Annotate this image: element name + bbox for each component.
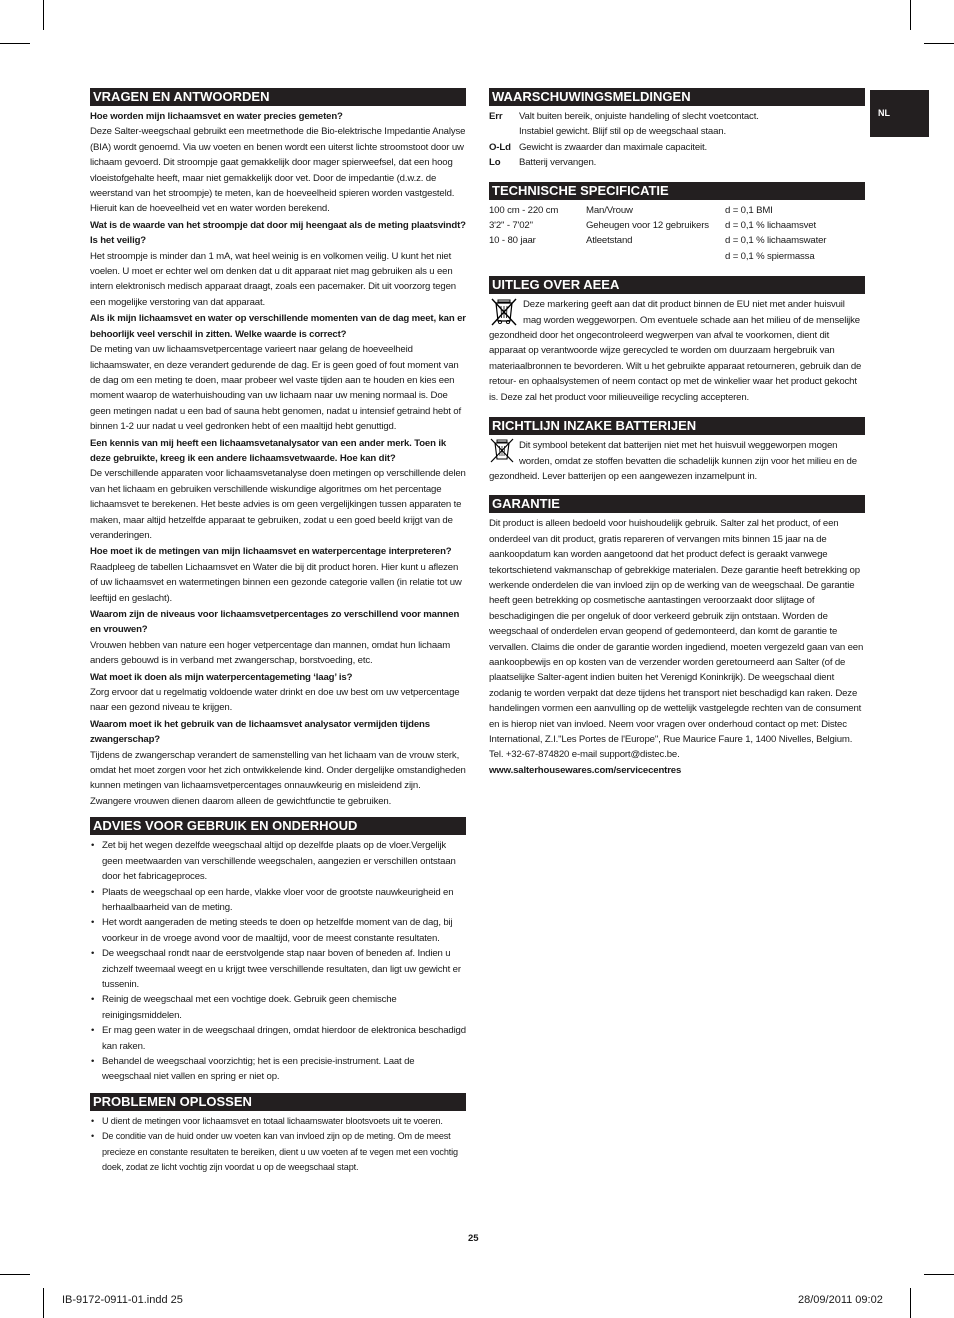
warnings-header: WAARSCHUWINGSMELDINGEN: [489, 88, 865, 106]
spec-cell: 100 cm - 220 cm: [489, 204, 559, 216]
spec-cell: Atleetstand: [586, 235, 633, 247]
spec-cell: d = 0,1 % lichaamsvet: [725, 220, 816, 232]
qa-answer: Het stroompje is minder dan 1 mA, wat heel weinig is en volkomen veilig. U kunt het niet voelen. U moet er echter wel om denken dat u dit apparaat niet mag gebruiken als u een intern elektronisch medisch apparaat draagt, zoals een pacemaker. Dit uit voorzorg tegen een mogelijke verstoring van dat apparaat.: [90, 250, 456, 308]
crop-mark: [924, 1274, 954, 1275]
warning-text: Valt buiten bereik, onjuiste handeling of slecht voetcontact.: [519, 111, 759, 122]
battery-text: Dit symbool betekent dat batterijen niet met het huisvuil weggeworpen mogen worden, omdat ze stoffen bevatten die schadelijk kunnen zijn voor het milieu en de gezondheid. Lever batterijen op een aangewezen inzamelpunt in.: [489, 440, 857, 482]
warranty-header: GARANTIE: [489, 495, 865, 513]
list-item: • Behandel de weegschaal voorzichtig; het is een precisie-instrument. Laat de weegschaal niet vallen en spring er niet op.: [90, 1054, 466, 1085]
spec-cell: 3'2" - 7'02": [489, 220, 533, 232]
qa-question: Wat is de waarde van het stroompje dat door mij heengaat als de meting plaatsvindt? Is het veilig?: [90, 219, 466, 247]
battery-header: RICHTLIJN INZAKE BATTERIJEN: [489, 417, 865, 435]
qa-answer-note: Zwangere vrouwen dienen daarom alleen de gewichtfunctie te gebruiken.: [90, 795, 392, 807]
warning-code: O-Ld: [489, 141, 511, 153]
list-item: • De conditie van de huid onder uw voeten kan van invloed zijn op de meting. Om de meest precieze en constante resultaten te bereiken, dient u uw voeten af te vegen met een vochtig doek, zodat ze licht vochtig zijn voordat u op de weegschaal stapt.: [90, 1129, 466, 1175]
qa-answer: Deze Salter-weegschaal gebruikt een meetmethode die Bio-elektrische Impedantie Analyse (BIA) wordt genoemd. Via uw voeten en benen wordt een uiterst lichte stroomstoot door uw lichaam gevoerd. Dit stroompje gaat gemakkelijk door mager spierweefsel, dat een hoog vloeistofgehalte heeft, maar niet gemakkelijk door vet. Door de impedantie (d.w.z. de weerstand van het stroompje) te meten, kan de hoeveelheid spieren worden vastgesteld. Hieruit kan de hoeveelheid vet en water worden berekend.: [90, 126, 466, 215]
spec-cell: d = 0,1 BMI: [725, 204, 773, 216]
qa-question: Waarom zijn de niveaus voor lichaamsvetpercentages zo verschillend voor mannen en vrouwen?: [90, 609, 460, 636]
battery-block: [489, 438, 865, 484]
footer-file: IB-9172-0911-01.indd 25: [62, 1294, 183, 1306]
warning-row: [489, 109, 865, 140]
spec-cell: d = 0,1 % spiermassa: [725, 250, 815, 262]
service-url-link[interactable]: www.salterhousewares.com/servicecentres: [489, 764, 682, 776]
list-item: • Zet bij het wegen dezelfde weegschaal altijd op dezelfde plaats op de vloer.Vergelijk geen meetwaarden van verschillende weegschalen, aangezien er verschillen ontstaan door het fabricageproces.: [90, 838, 466, 884]
crop-mark: [0, 43, 30, 44]
weee-block: [489, 297, 865, 405]
spec-row: [489, 249, 865, 264]
qa-answer: Vrouwen hebben van nature een hoger vetpercentage dan mannen, omdat hun lichaam anders gebouwd is in verband met zwangerschap, borstvoeding, etc.: [90, 639, 451, 667]
qa-question: Als ik mijn lichaamsvet en water op verschillende momenten van de dag meet, kan er behoorlijk veel verschil in zitten. Welke waarde is correct?: [90, 313, 466, 340]
language-tab: NL: [870, 90, 929, 137]
warning-row: [489, 140, 865, 155]
warning-text: Gewicht is zwaarder dan maximale capaciteit.: [519, 141, 708, 153]
qa-question: Hoe moet ik de metingen van mijn lichaamsvet en waterpercentage interpreteren?: [90, 546, 452, 558]
list-item: • Er mag geen water in de weegschaal dringen, omdat hierdoor de elektronica beschadigd kan raken.: [90, 1023, 466, 1054]
crossed-bin-icon: [489, 438, 515, 464]
list-item: • U dient de metingen voor lichaamsvet en totaal lichaamswater blootsvoets uit te voeren.: [90, 1114, 466, 1129]
qa-answer: Raadpleeg de tabellen Lichaamsvet en Water die bij dit product horen. Hier kunt u aflezen of uw lichaamsvet en watermetingen binnen een gezonde categorie vallen (in relatie tot uw leeftijd en geslacht).: [90, 561, 462, 604]
spec-row: [489, 218, 865, 233]
troubleshoot-list: [90, 1114, 466, 1176]
crop-mark: [924, 43, 954, 44]
warning-row: [489, 155, 865, 170]
spec-cell: [586, 249, 725, 264]
spec-cell: [489, 249, 586, 264]
list-item: • Het wordt aangeraden de meting steeds te doen op hetzelfde moment van de dag, bij voorkeur in de vroege avond voor de maaltijd, voor de meest constante resultaten.: [90, 915, 466, 946]
spec-row: [489, 203, 865, 218]
advice-header: ADVIES VOOR GEBRUIK EN ONDERHOUD: [90, 817, 466, 835]
warranty-text: Dit product is alleen bedoeld voor huishoudelijk gebruik. Salter zal het product, of een onderdeel van dit product, gratis repareren of vervangen mits binnen 15 jaar na de aankoopdatum kan worden aangetoond dat het product defect is geraakt vanwege tekortschietend vakmanschap of gebrekkige materialen. Deze garantie heeft betrekking op werkende onderdelen die van invloed zijn op de werking van de weegschaal. De garantie heeft geen betrekking op cosmetische aantastingen veroorzaakt door slijtage of beschadigingen die per ongeluk of door verkeerd gebruik zijn ontstaan. Worden de weegschaal of onderdelen ervan geopend of gedemonteerd, dan komt de garantie te vervallen. Claims die onder de garantie worden ingediend, moeten vergezeld gaan van een aankoopbewijs en op kosten van de verzender worden geretourneerd aan Salter (of de plaatselijke Salter-agent indien buiten het Verenigd Koninkrijk). De weegschaal dient zodanig te worden verpakt dat deze tijdens het transport niet beschadigd kan raken. Deze handelingen vormen een aanvulling op de wettelijk vastgelegde rechten van de consument en is hierop niet van invloed. Neem voor vragen over onderhoud contact op met: Distec International, Z.I."Les Portes de l'Europe", Rue Maurice Faure 1, 1400 Nivelles, Belgium.: [489, 518, 864, 745]
warning-code: Err: [489, 111, 503, 122]
warning-text: Batterij vervangen.: [519, 157, 597, 169]
crop-mark: [910, 0, 911, 30]
qa-header: VRAGEN EN ANTWOORDEN: [90, 88, 466, 106]
spec-cell: d = 0,1 % lichaamswater: [725, 235, 827, 247]
crossed-bin-icon: [489, 297, 519, 327]
footer-date: 28/09/2011 09:02: [798, 1294, 883, 1306]
qa-answer: Zorg ervoor dat u regelmatig voldoende water drinkt en doe uw best om uw vetpercentage naar een gezond niveau te krijgen.: [90, 687, 460, 714]
list-item: • Plaats de weegschaal op een harde, vlakke vloer voor de grootste nauwkeurigheid en herhaalbaarheid van de meting.: [90, 885, 466, 916]
warning-code: Lo: [489, 157, 501, 169]
qa-question: Een kennis van mij heeft een lichaamsvetanalysator van een ander merk. Toen ik deze gebruikte, kreeg ik een andere lichaamsvetwaarde. Hoe kan dit?: [90, 437, 447, 464]
warning-text: Instabiel gewicht. Blijf stil op de weegschaal staan.: [519, 126, 726, 138]
spec-row: [489, 233, 865, 248]
qa-answer: Tijdens de zwangerschap verandert de samenstelling van het lichaam van de vrouw sterk, omdat het moet zorgen voor het zich ontwikkelende kind. Onder dergelijke omstandigheden kunnen metingen van lichaamsvetpercentages onnauwkeurig en misleidend zijn.: [90, 749, 466, 792]
qa-question: Hoe worden mijn lichaamsvet en water precies gemeten?: [90, 111, 343, 122]
qa-answer: De verschillende apparaten voor lichaamsvetanalyse doen metingen op verschillende delen van het lichaam en gebruiken verschillende wiskundige algoritmes om het percentage lichaamsvet te berekenen. Het beste advies is om geen vergelijkingen tussen apparaten te maken, maar altijd hetzelfde apparaat te gebruiken, zodat u een goed beeld krijgt van de veranderingen.: [90, 468, 466, 541]
qa-question: Wat moet ik doen als mijn waterpercentagemeting ‘laag’ is?: [90, 671, 353, 683]
warranty-contact: Tel. +32-67-874820 e-mail support@distec.be.: [489, 749, 680, 761]
crop-mark: [910, 1288, 911, 1318]
qa-question: Waarom moet ik het gebruik van de lichaamsvet analysator vermijden tijdens zwangerschap?: [90, 718, 430, 746]
left-column: [90, 88, 466, 1175]
weee-header: UITLEG OVER AEEA: [489, 276, 865, 294]
list-item: • De weegschaal rondt naar de eerstvolgende stap naar boven of beneden af. Indien u zichzelf tweemaal weegt en u krijgt twee verschillende resultaten, dan ligt uw gewicht er tussenin.: [90, 946, 466, 992]
crop-mark: [0, 1274, 30, 1275]
right-column: [489, 88, 865, 778]
page-number: 25: [468, 1233, 479, 1244]
spec-header: TECHNISCHE SPECIFICATIE: [489, 182, 865, 200]
qa-answer: De meting van uw lichaamsvetpercentage varieert naar gelang de hoeveelheid lichaamswater, en deze verandert gedurende de dag. Er is geen goed of fout moment van de dag om een meting te doen, maar probeer wel vaste tijden aan te houden en kies een moment waarop de waterhuishouding van uw lichaam naar uw mening normaal is. Doe geen metingen nadat u een bad of sauna hebt genomen, nadat u intensief getraind hebt of binnen 1-2 uur nadat u veel gedronken hebt of een maaltijd hebt genuttigd.: [90, 344, 462, 433]
crop-mark: [43, 0, 44, 30]
advice-list: [90, 838, 466, 1085]
spec-cell: 10 - 80 jaar: [489, 235, 536, 247]
list-item: • Reinig de weegschaal met een vochtige doek. Gebruik geen chemische reinigingsmiddelen.: [90, 992, 466, 1023]
crop-mark: [43, 1288, 44, 1318]
troubleshoot-header: PROBLEMEN OPLOSSEN: [90, 1093, 466, 1111]
weee-text: Deze markering geeft aan dat dit product binnen de EU niet met ander huisvuil mag worden weggeworpen. Om eventuele schade aan het milieu of de menselijke gezondheid door het ongecontroleerd wegwerpen van afval te voorkomen, dient dit apparaat op verantwoorde wijze gerecycled te worden om duurzaam hergebruik van materiaalbronnen te bevorderen. Wilt u het gebruikte apparaat retourneren, gebruik dan de retour- en ophaalsystemen of neem contact op met de winkelier waar het product gekocht is. Deze zal het product voor milieuveilige recycling accepteren.: [489, 299, 862, 403]
spec-cell: Geheugen voor 12 gebruikers: [586, 220, 709, 232]
spec-cell: Man/Vrouw: [586, 204, 633, 216]
